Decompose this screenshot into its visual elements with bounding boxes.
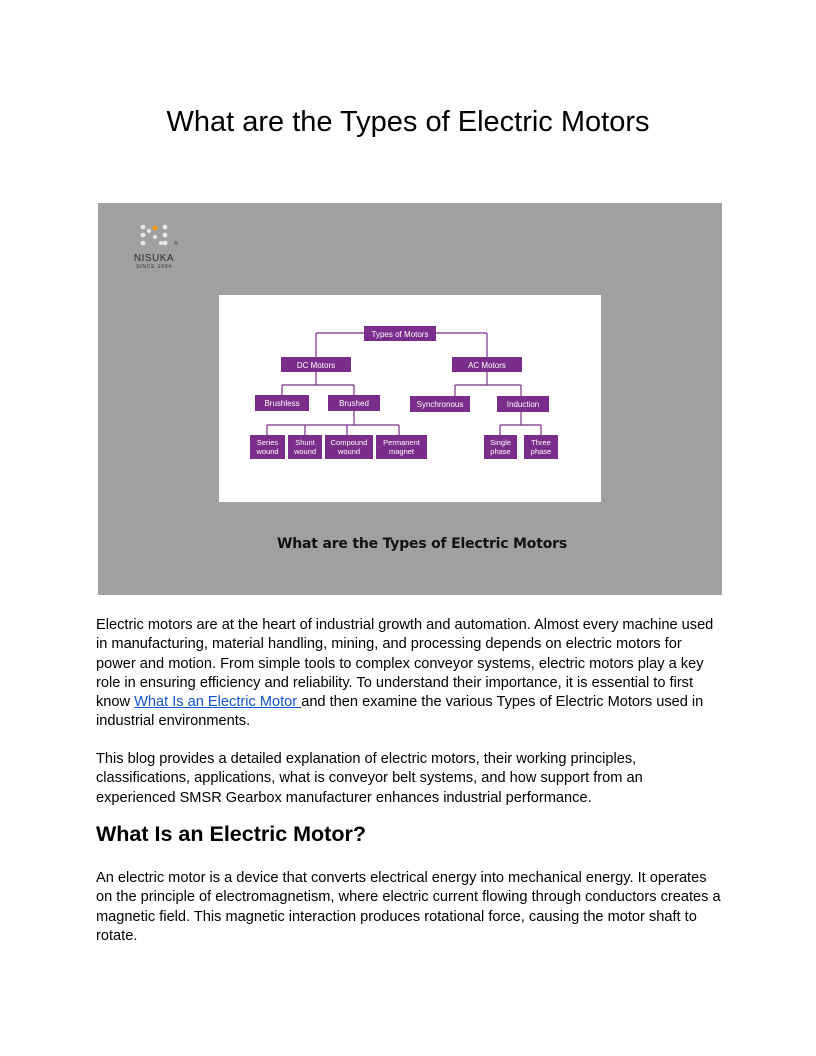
- node-label-series-1: Series: [256, 438, 279, 447]
- node-label-shunt-2: wound: [293, 447, 317, 456]
- node-label-permanent-1: Permanent: [383, 438, 420, 447]
- node-label-brushless: Brushless: [264, 399, 300, 408]
- node-label-synchronous: Synchronous: [416, 400, 464, 409]
- node-label-single-2: phase: [490, 447, 511, 456]
- node-label-root: Types of Motors: [371, 330, 429, 339]
- node-label-dc: DC Motors: [296, 361, 336, 370]
- intro-paragraph: [96, 616, 724, 732]
- logo-name: NISUKA: [133, 253, 175, 264]
- node-label-series-2: wound: [256, 447, 279, 456]
- hero-caption: What are the Types of Electric Motors: [277, 536, 567, 552]
- node-label-compound-1: Compound: [330, 438, 368, 447]
- node-label-three-2: phase: [530, 447, 552, 456]
- node-label-compound-2: wound: [337, 447, 361, 456]
- intro-text-before: Electric motors are at the heart of industrial growth and automation. Almost every machine used in manufacturing, material handling, mining, and processing depends on electric motors for power and motion. From simple tools to complex conveyor systems, electric motors play a key role in ensuring efficiency and reliability. To understand their importance, it is essential to first know: [96, 617, 714, 711]
- diagram-connectors: [267, 333, 541, 435]
- node-label-permanent-2: magnet: [388, 447, 415, 456]
- nisuka-logo-mark-icon: [139, 223, 169, 251]
- node-label-ac: AC Motors: [468, 361, 506, 370]
- logo-since: SINCE 1994: [136, 264, 172, 270]
- node-label-three-1: Three: [531, 438, 551, 447]
- node-label-brushed: Brushed: [339, 399, 369, 408]
- section-body: An electric motor is a device that converts electrical energy into mechanical energy. It operates on the principle of electromagnetism, where electric current flowing through conductors creates a magnetic field. This magnetic interaction produces rotational force, causing the motor shaft to rotate.: [96, 870, 721, 944]
- motor-types-diagram: [219, 295, 601, 502]
- section-heading: What Is an Electric Motor?: [96, 822, 366, 846]
- node-label-induction: Induction: [506, 400, 540, 409]
- page-title: What are the Types of Electric Motors: [166, 106, 650, 138]
- registered-mark: ®: [174, 241, 178, 247]
- node-label-shunt-1: Shunt: [295, 438, 315, 447]
- blog-paragraph: This blog provides a detailed explanation of electric motors, their working principles, classifications, applications, what is conveyor belt systems, and how support from an experienced SMSR Gearbox manufacturer enhances industrial performance.: [96, 751, 643, 806]
- hero-image: [98, 203, 722, 595]
- node-label-single-1: Single: [490, 438, 511, 447]
- nisuka-logo: [124, 223, 184, 277]
- intro-text-after: and then examine the various Types of Electric Motors used in industrial environments.: [96, 694, 704, 730]
- what-is-electric-motor-link[interactable]: What Is an Electric Motor: [134, 694, 302, 711]
